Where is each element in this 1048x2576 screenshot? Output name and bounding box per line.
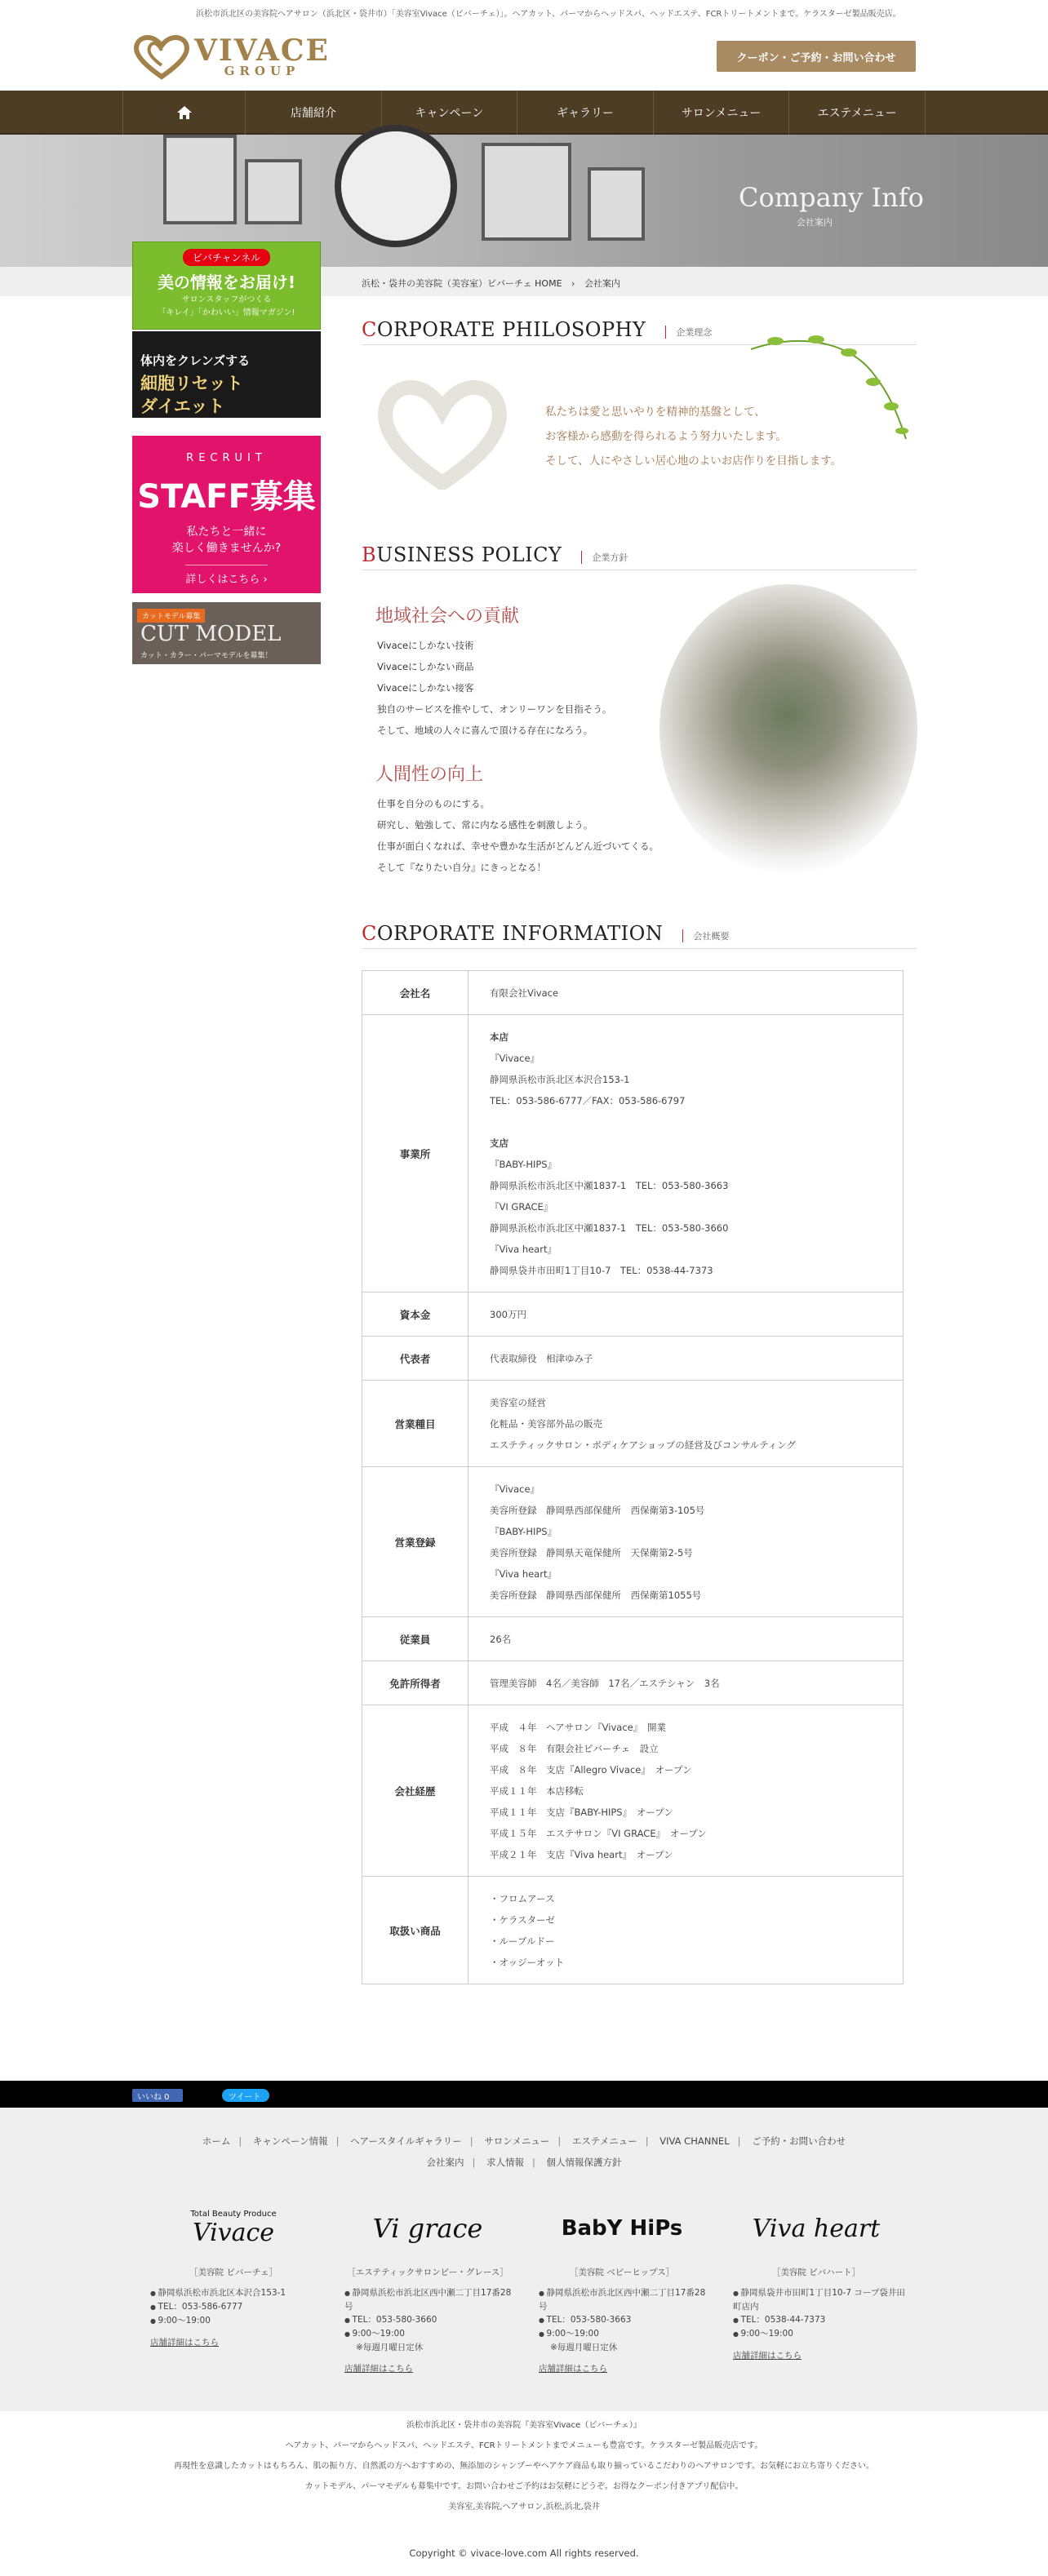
shop-babyhips [532,2207,712,2374]
footer-nav-row-2: 会社案内 | 求人情報 | 個人情報保護方針 [426,2157,622,2168]
shop-logo: BabY HiPs [561,2216,683,2241]
philosophy-jp: 企業理念 [665,326,712,339]
policy-heading-2: 人間性の向上 [375,765,484,785]
info-jp: 会社概要 [682,929,729,942]
footer-link[interactable]: サロンメニュー [484,2135,550,2147]
shop-info: ● 静岡県浜松市浜北区西中瀬二丁目17番28号 ● TEL：053-580-3663 ● 9:00〜19:00 [532,2286,712,2341]
footer-link[interactable]: キャンペーン情報 [252,2135,328,2147]
cut-model-banner[interactable] [132,602,321,664]
diet-line-2: 細胞リセット [140,374,243,393]
header-tagline: 浜松市浜北区の美容院ヘアサロン（浜北区・袋井市）「美容室Vivace（ビバーチェ）」。ヘアカット、パーマからヘッドスパ、ヘッドエステ、FCRトリートメントまで。ケラスターゼ製品販売店。 [196,10,901,19]
shop-name: ［美容院 ビバハート］ [771,2268,861,2277]
shop-detail-link[interactable]: 店舗詳細はこちら [344,2364,413,2374]
row-label: 会社名 [362,971,468,1015]
nav-home[interactable] [122,91,245,135]
company-info-table [362,970,904,1984]
row-value: 平成 ４年 ヘアサロン『Vivace』 開業 平成 ８年 有限会社ビバーチェ 設立 平成 ８年 支店『Allegro Vivace』 オープン 平成１１年 本店移転 平成１１年 支店『BABY-HIPS』 オープン 平成１５年 エステサロン『VI GRACE』 オープン 平成２１年 支店『Viva heart』 オープン [468,1705,904,1877]
recruit-label: RECRUIT [186,452,267,464]
shop-note: ※毎週月曜日定休 [356,2343,424,2352]
table-row [362,1617,904,1661]
philosophy-title: CORPORATE PHILOSOPHY [362,318,646,341]
policy-title: BUSINESS POLICY [362,543,562,566]
copyright: Copyright © vivace-love.com All rights reserved. [409,2547,639,2559]
footer-link[interactable]: ご予約・お問い合わせ [752,2135,846,2147]
cut-model-tag: カットモデル募集 [137,609,205,623]
logo-sub-text: GROUP [224,63,300,78]
recruit-msg-1: 私たちと一緒に [186,525,267,539]
footer-link[interactable]: ホーム [202,2135,231,2147]
shop-logo: Viva heart [752,2214,881,2243]
channel-title: 美の情報をお届け! [157,273,296,292]
home-icon [176,105,193,120]
row-value: 本店 『Vivace』 静岡県浜松市浜北区本沢合153-1 TEL：053-586-6777／FAX：053-586-6797 支店 『BABY-HIPS』 静岡県浜松市浜北区中瀬1837-1 TEL：053-580-3663 『VI GRACE』 静岡県浜松市浜北区中瀬1837-1 TEL：053-580-3660 『Viva heart』 静岡県袋井市田町1丁目10-7 TEL：0538-44-7373 [468,1015,904,1292]
row-value: 300万円 [468,1292,904,1337]
nav-esthe-menu[interactable]: エステメニュー [788,91,926,135]
row-label: 代表者 [362,1337,468,1381]
shop-logo: Vi grace [372,2213,483,2244]
coupon-reservation-button[interactable]: クーポン・ご予約・お問い合わせ [717,41,916,72]
recruit-title: STAFF募集 [137,478,316,516]
shop-name: ［エステティックサロンビー・グレース］ [347,2268,508,2277]
hero-title: Company Info [739,182,924,213]
shop-detail-link[interactable]: 店舗詳細はこちら [150,2338,219,2348]
hero-frame [482,143,571,241]
policy-jp: 企業方針 [581,551,628,564]
diet-line-3: ダイエット [140,397,225,416]
recruit-msg-2: 楽しく働きませんか? [171,542,282,555]
table-row [362,1661,904,1705]
footer-description: 浜松市浜北区・袋井市の美容院『美容室Vivace（ビバーチェ）』 ヘアカット、パーマからヘッドスパ、ヘッドエステ、FCRトリートメントまでメニューも豊富です。ケラスターゼ製品販売店です。 再現性を意識したカットはもちろん、肌の振り方、自然派の方へおすすめの、無添加のシャンプーやヘアケア商品も取り揃っているこだわりのヘアサロンです。お気軽にお立ち寄りください。 カットモデル、パーマモデルも募集中です。お問い合わせご予約はお気軽にどうぞ。お得なクーポン付きアプリ配信中。 美容室,美容院,ヘアサロン,浜松,浜北,袋井 [174,2421,874,2512]
hero-frame [245,159,302,224]
shop-vivaheart [726,2207,906,2361]
table-row [362,1381,904,1467]
shop-name: ［美容院 ビバーチェ］ [189,2268,278,2277]
cut-model-desc: カット・カラー・パーマモデルを募集！ [140,652,273,660]
table-row [362,1337,904,1381]
table-row [362,1292,904,1337]
policy-text-2: 仕事を自分のものにする。 研究し、勉強して、常に内なる感性を刺激しよう。 仕事が面白くなれば、幸せや豊かな生活がどんどん近づいてくる。 そして『なりたい自分』にきっとなる！ [377,798,659,873]
info-title: CORPORATE INFORMATION [362,922,664,945]
shop-detail-link[interactable]: 店舗詳細はこちら [539,2364,607,2374]
row-label: 会社経歴 [362,1705,468,1877]
row-label: 事業所 [362,1015,468,1292]
row-label: 営業種目 [362,1381,468,1467]
footer-link[interactable]: 会社案内 [426,2157,464,2168]
hero-frame [588,167,645,241]
channel-desc-1: サロンスタッフがつくる [181,295,272,304]
row-label: 取扱い商品 [362,1877,468,1984]
footer-link[interactable]: ヘアースタイルギャラリー [350,2135,462,2147]
shop-info: ● 静岡県浜松市浜北区本沢合153-1 ● TEL：053-586-6777 ● 9:00〜19:00 [144,2286,323,2328]
breadcrumb-current: 会社案内 [584,278,620,289]
shop-name: ［美容院 ベビーヒップス］ [569,2268,675,2277]
footer-link[interactable]: VIVA CHANNEL [659,2135,730,2147]
row-label: 免許所得者 [362,1661,468,1705]
shop-detail-link[interactable]: 店舗詳細はこちら [733,2351,802,2361]
breadcrumb-home[interactable]: 浜松・袋井の美容院（美容室）ビバーチェ HOME [362,278,562,289]
table-row [362,1877,904,1984]
viva-channel-banner[interactable] [132,242,321,330]
row-label: 資本金 [362,1292,468,1337]
nav-campaign[interactable]: キャンペーン [381,91,517,135]
row-value: ・フロムアース ・ケラスターゼ ・ルーブルドー ・オッジーオット [468,1877,904,1984]
diet-banner[interactable] [132,331,321,418]
row-value: 美容室の経営 化粧品・美容部外品の販売 エステティックサロン・ボディケアショップの経営及びコンサルティング [468,1381,904,1467]
recruit-detail-link[interactable]: 詳しくはこちら › [185,565,267,586]
footer-link[interactable]: 求人情報 [486,2157,524,2168]
policy-text-1: Vivaceにしかない技術 Vivaceにしかない商品 Vivaceにしかない接客 独自のサービスを推やして、オンリーワンを目指そう。 そして、地域の人々に喜んで頂ける存在になろう。 [377,640,612,736]
policy-heading [362,543,917,570]
nav-gallery[interactable]: ギャラリー [517,91,653,135]
shop-vivace [144,2207,323,2348]
table-row [362,971,904,1015]
row-value: 管理美容師 4名／美容師 17名／エステシャン 3名 [468,1661,904,1705]
footer-nav-row-1: ホーム | キャンペーン情報 | ヘアースタイルギャラリー | サロンメニュー | エステメニュー | VIVA CHANNEL | ご予約・お問い合わせ [202,2135,846,2147]
row-label: 営業登録 [362,1467,468,1617]
philosophy-text: 私たちは愛と思いやりを精神的基盤として、 お客様から感動を得られるよう努力いたします。 そして、人にやさしい居心地のよいお店作りを目指します。 [545,406,842,468]
shop-info: ● 静岡県浜松市浜北区西中瀬二丁目17番28号 ● TEL：053-580-3660 ● 9:00〜19:00 [338,2286,517,2341]
tweet-button[interactable]: ツイート [222,2089,269,2102]
hero-frame [163,135,237,224]
footer-link[interactable]: エステメニュー [571,2135,637,2147]
row-value: 『Vivace』 美容所登録 静岡県西部保健所 西保衛第3-105号 『BABY-HIPS』 美容所登録 静岡県天竜保健所 天保衛第2-5号 『Viva heart』 美容所登録 静岡県西部保健所 西保衛第1055号 [468,1467,904,1617]
row-value: 26名 [468,1617,904,1661]
shop-info: ● 静岡県袋井市田町1丁目10-7 コープ袋井田町店内 ● TEL：0538-44-7373 ● 9:00〜19:00 [726,2286,906,2341]
footer-link[interactable]: 個人情報保護方針 [546,2157,622,2168]
table-row [362,1015,904,1292]
hero-clock [335,125,457,247]
shop-logo: Total Beauty Produce Vivace [190,2210,277,2247]
shop-note: ※毎週月曜日定休 [550,2343,618,2352]
diet-line-1: 体内をクレンズする [140,353,251,368]
breadcrumb [362,277,620,290]
vivace-logo[interactable] [132,33,330,80]
nav-salon-menu[interactable]: サロンメニュー [653,91,789,135]
hero-subtitle: 会社案内 [797,217,833,228]
cut-model-title: CUT MODEL [140,622,282,646]
recruit-banner[interactable] [132,436,321,593]
heart-logo-icon [132,33,191,80]
channel-pill: ビバチャンネル [183,249,270,266]
table-row [362,1705,904,1877]
channel-desc-2: 「キレイ」「かわいい」情報マガジン! [158,308,295,317]
row-value: 代表取締役 相津ゆみ子 [468,1337,904,1381]
stylist-photo [659,584,917,875]
policy-heading-1: 地域社会への貢献 [375,606,520,627]
facebook-like-button[interactable]: いいね 0 [132,2089,183,2102]
breadcrumb-chevron-icon: › [571,278,575,289]
philosophy-heart-icon [377,377,508,490]
row-label: 従業員 [362,1617,468,1661]
table-row [362,1467,904,1617]
shop-vigrace [338,2207,517,2374]
info-heading [362,922,917,949]
nav-shop[interactable]: 店舗紹介 [245,91,381,135]
logo-main-text: VIVACE [194,33,330,68]
row-value: 有限会社Vivace [468,971,904,1015]
main-nav [0,91,1048,135]
